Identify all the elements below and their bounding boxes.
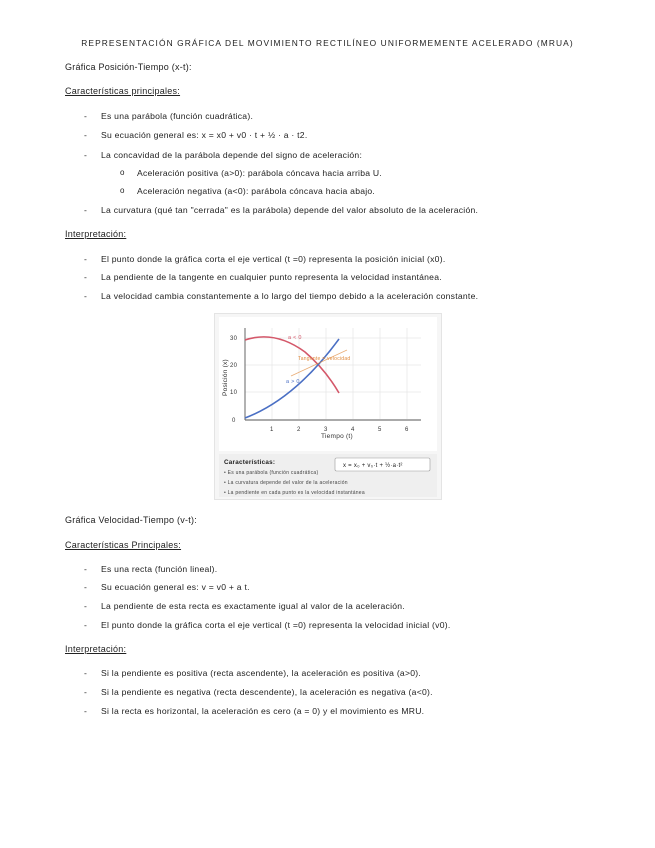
list-bullet: -	[84, 205, 88, 215]
y-tick-label: 20	[230, 363, 238, 369]
x-tick-label: 6	[405, 427, 409, 433]
list-item: La pendiente de la tangente en cualquier punto representa la velocidad instantánea.	[101, 272, 442, 282]
list-item: Su ecuación general es: x = x0 + v0 · t + ½ · a · t2.	[101, 130, 308, 140]
section1-interpretation-heading: Interpretación:	[65, 229, 127, 239]
list-item: Su ecuación general es: v = v0 + a t.	[101, 582, 250, 592]
list-item: Es una recta (función lineal).	[101, 564, 218, 574]
list-item: Si la pendiente es negativa (recta descendente), la aceleración es negativa (a<0).	[101, 687, 433, 697]
list-item: Si la pendiente es positiva (recta ascendente), la aceleración es positiva (a>0).	[101, 668, 422, 678]
info-box-title: Características:	[224, 459, 276, 466]
section1-heading: Gráfica Posición-Tiempo (x-t):	[65, 62, 192, 72]
sublist-bullet: o	[120, 168, 125, 177]
list-item: La pendiente de esta recta es exactamente igual al valor de la aceleración.	[101, 601, 405, 611]
label-tangent: Tangente = velocidad	[298, 356, 351, 362]
x-tick-label: 3	[324, 427, 328, 433]
list-bullet: -	[84, 620, 88, 630]
list-item: El punto donde la gráfica corta el eje vertical (t =0) representa la velocidad inicial (v0).	[101, 620, 451, 630]
x-tick-label: 5	[378, 427, 382, 433]
x-axis-title: Tiempo (t)	[321, 433, 353, 440]
section1-characteristics-heading: Características principales:	[65, 86, 181, 96]
section2-heading: Gráfica Velocidad-Tiempo (v-t):	[65, 515, 197, 525]
equation-text: x = x₀ + v₀·t + ½·a·t²	[343, 463, 403, 469]
list-bullet: -	[84, 111, 88, 121]
list-bullet: -	[84, 601, 88, 611]
list-bullet: -	[84, 150, 88, 160]
list-item: Es una parábola (función cuadrática).	[101, 111, 254, 121]
list-item: Si la recta es horizontal, la aceleración es cero (a = 0) y el movimiento es MRU.	[101, 706, 425, 716]
list-bullet: -	[84, 291, 88, 301]
document-title: REPRESENTACIÓN GRÁFICA DEL MOVIMIENTO RECTILÍNEO UNIFORMEMENTE ACELERADO (MRUA)	[81, 38, 574, 48]
list-bullet: -	[84, 130, 88, 140]
y-tick-label: 0	[232, 418, 236, 424]
position-time-graph	[215, 314, 441, 499]
list-item: La curvatura (qué tan "cerrada" es la parábola) depende del valor absoluto de la aceleración.	[101, 205, 479, 215]
position-time-figure	[214, 313, 442, 500]
label-a-positive: a > 0	[286, 379, 300, 385]
list-bullet: -	[84, 582, 88, 592]
info-box-item: • La curvatura depende del valor de la aceleración	[224, 480, 348, 486]
list-bullet: -	[84, 668, 88, 678]
section2-interpretation-heading: Interpretación:	[65, 644, 127, 654]
section2-characteristics-heading: Características Principales:	[65, 540, 182, 550]
y-tick-label: 30	[230, 336, 238, 342]
y-tick-label: 10	[230, 390, 238, 396]
list-bullet: -	[84, 687, 88, 697]
sublist-item: Aceleración negativa (a<0): parábola cóncava hacia abajo.	[137, 186, 376, 196]
info-box-item: • Es una parábola (función cuadrática)	[224, 470, 319, 476]
list-item: La velocidad cambia constantemente a lo largo del tiempo debido a la aceleración constante.	[101, 291, 479, 301]
list-bullet: -	[84, 564, 88, 574]
sublist-item: Aceleración positiva (a>0): parábola cóncava hacia arriba U.	[137, 168, 383, 178]
x-tick-label: 2	[297, 427, 301, 433]
info-box-item: • La pendiente en cada punto es la velocidad instantánea	[224, 490, 365, 496]
list-item: La concavidad de la parábola depende del signo de aceleración:	[101, 150, 363, 160]
x-tick-label: 4	[351, 427, 355, 433]
list-bullet: -	[84, 254, 88, 264]
list-bullet: -	[84, 272, 88, 282]
sublist-bullet: o	[120, 186, 125, 195]
y-axis-title: Posición (x)	[222, 359, 229, 396]
list-bullet: -	[84, 706, 88, 716]
list-item: El punto donde la gráfica corta el eje vertical (t =0) representa la posición inicial (x0).	[101, 254, 446, 264]
x-tick-label: 1	[270, 427, 274, 433]
label-a-negative: a < 0	[288, 335, 302, 341]
